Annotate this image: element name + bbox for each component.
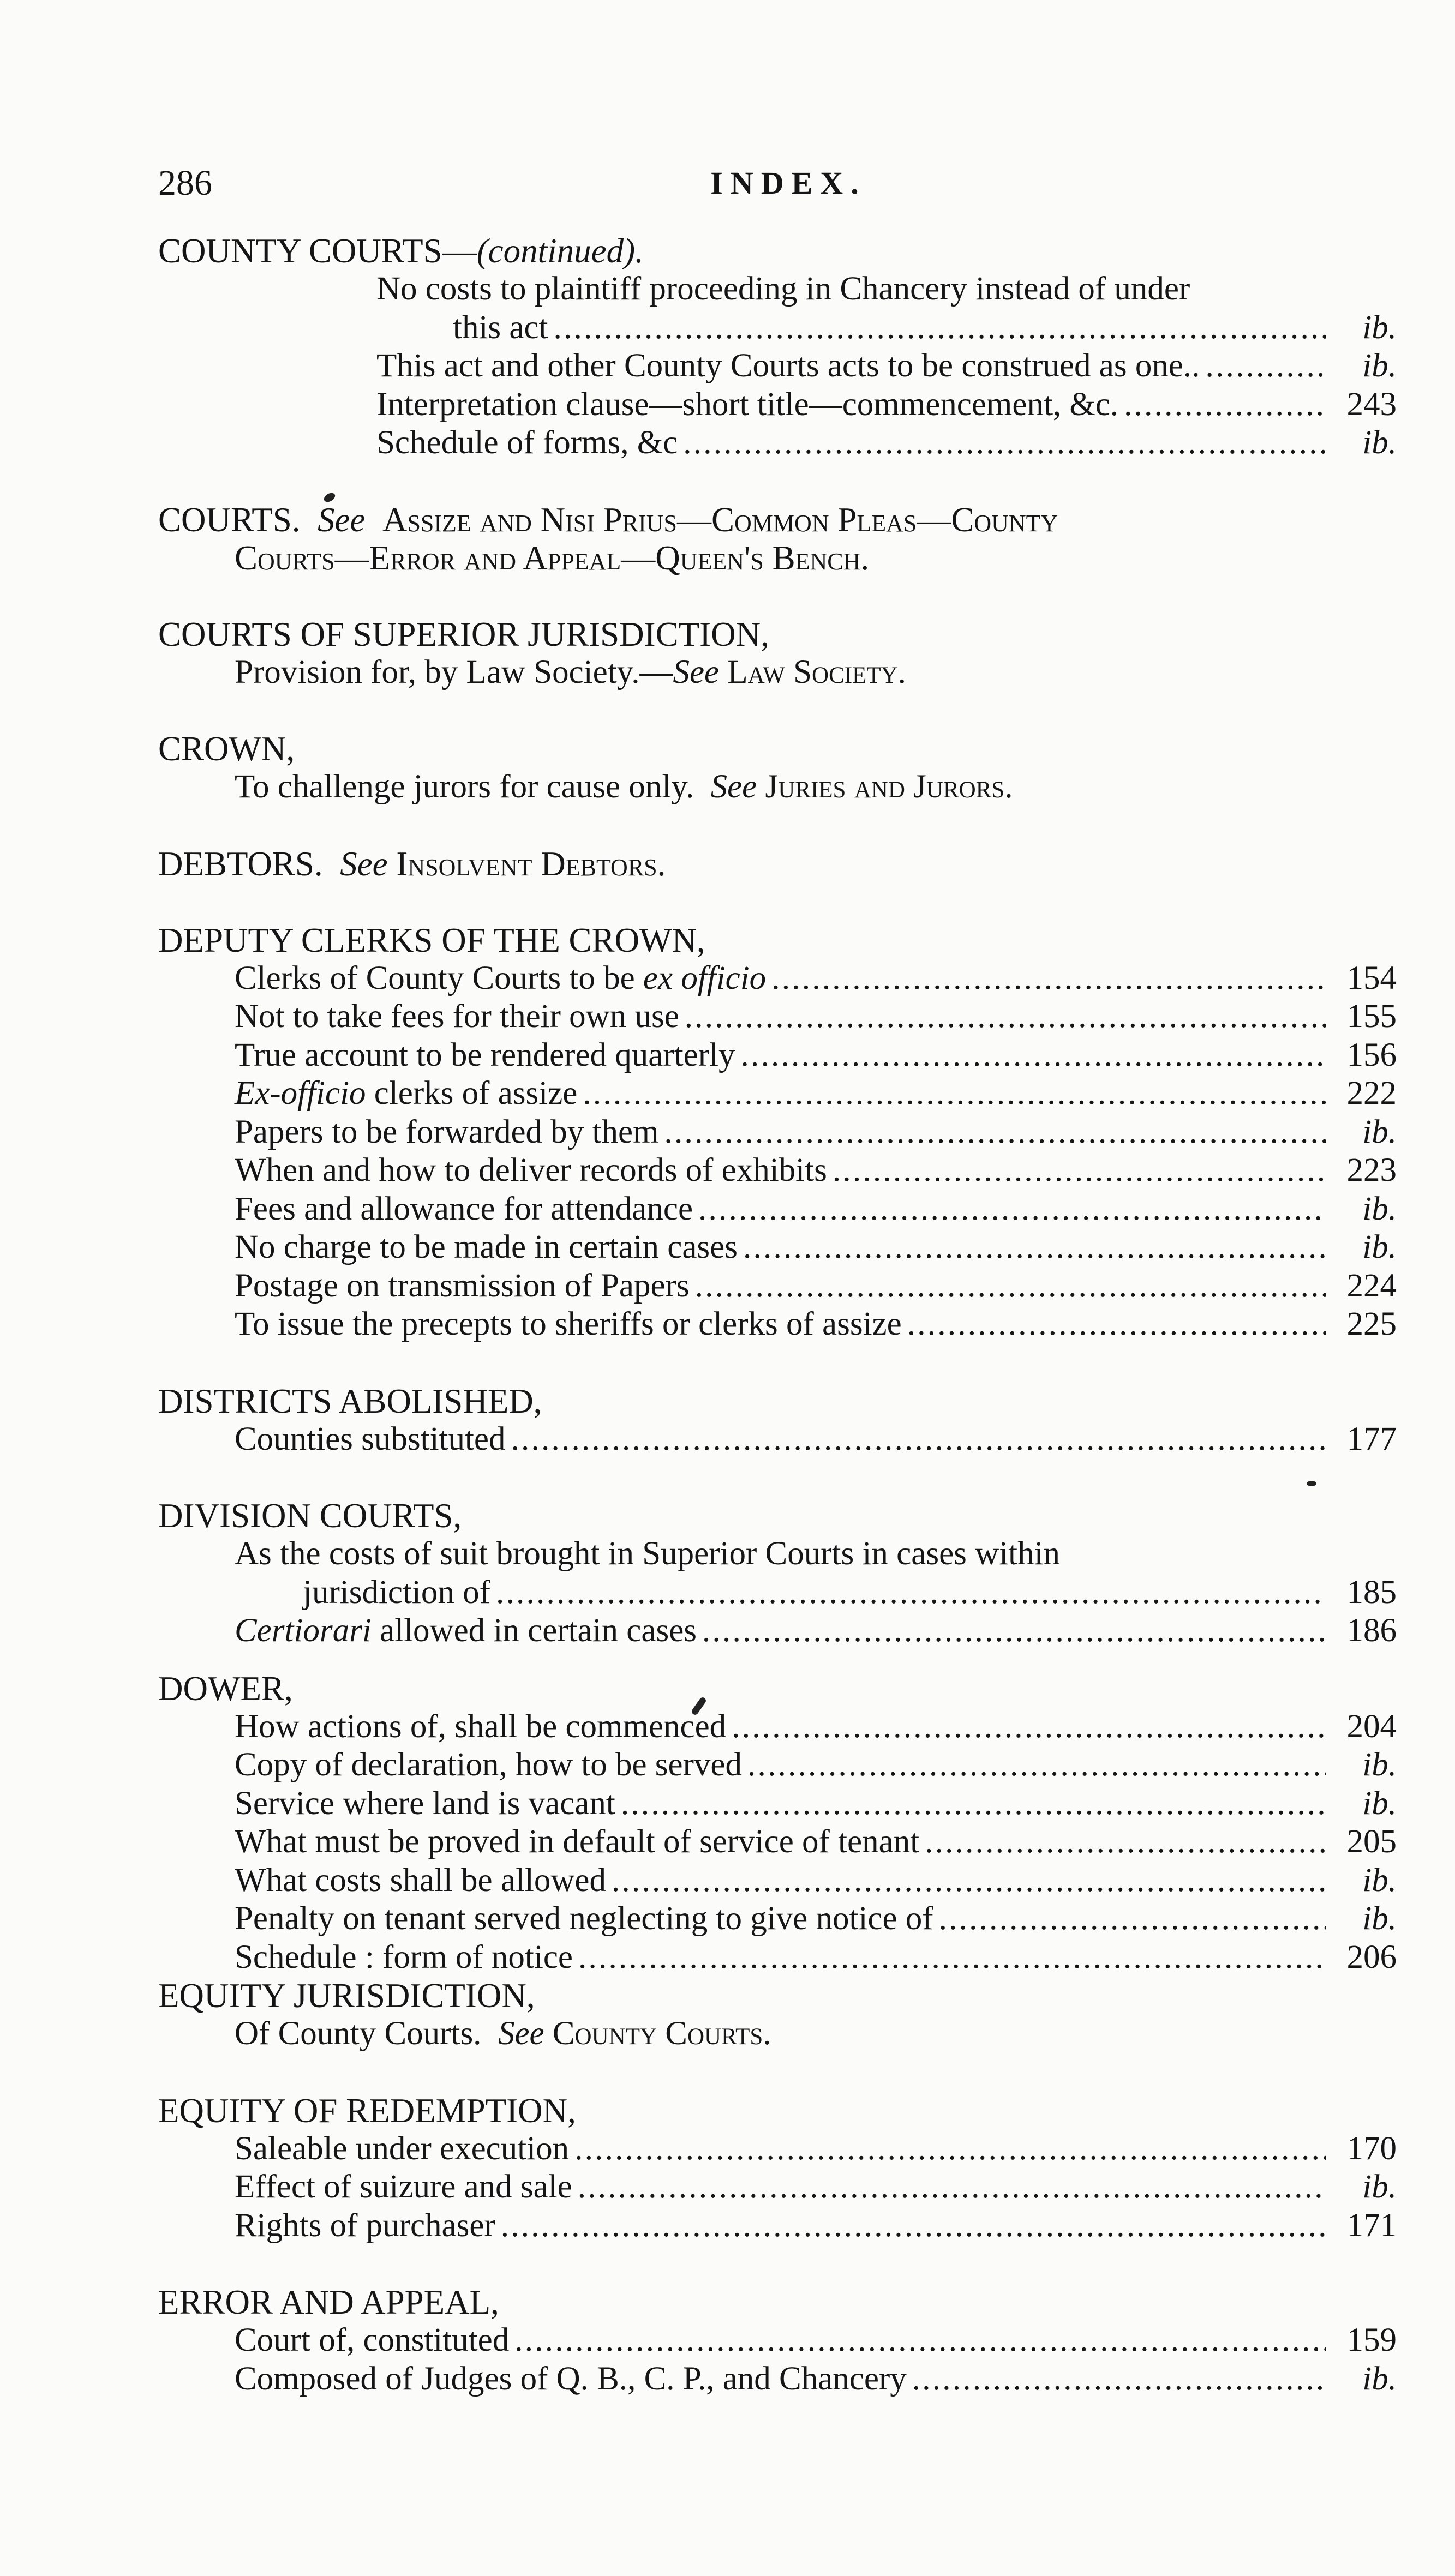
index-line — [158, 1612, 1397, 1650]
index-line — [158, 1535, 1397, 1574]
entry-division-courts — [158, 1497, 1397, 1650]
heading-courts-superior: COURTS OF SUPERIOR JURISDICTION, — [158, 615, 769, 653]
page-ref: ib. — [1362, 1113, 1397, 1150]
spacer — [158, 2245, 1397, 2283]
heading-equity-redemption: EQUITY OF REDEMPTION, — [158, 2091, 576, 2130]
dot-leader — [578, 1938, 1326, 1977]
cross-reference: Insolvent Debtors. — [396, 844, 666, 883]
entry-crown — [158, 730, 1397, 807]
error-appeal-lines — [158, 2321, 1397, 2398]
see-label: See — [318, 500, 366, 539]
page-ref: 243 — [1346, 386, 1397, 423]
index-line — [158, 2015, 1397, 2053]
dot-leader — [743, 1228, 1326, 1267]
line-text: What must be proved in default of service of tenant — [235, 1823, 920, 1860]
spacer — [158, 463, 1397, 501]
page-ref: 222 — [1346, 1075, 1397, 1112]
dot-leader — [574, 2130, 1326, 2169]
index-content — [158, 232, 1397, 2398]
dot-leader — [912, 2360, 1326, 2399]
index-line — [158, 1785, 1397, 1823]
heading-text: COURTS. — [158, 500, 301, 539]
line-text — [235, 1305, 902, 1344]
equity-redemption-lines — [158, 2130, 1397, 2245]
index-line — [158, 2168, 1397, 2207]
page-ref: ib. — [1362, 347, 1397, 384]
index-line — [158, 1228, 1397, 1267]
heading-continued: (continued). — [476, 232, 644, 270]
line-text: How actions of, shall be commenced — [235, 1708, 727, 1745]
line-text: Composed of Judges of Q. B., C. P., and Chancery — [235, 2360, 907, 2397]
heading-county-courts — [158, 232, 1397, 270]
line-body: Provision for, by Law Society.— — [235, 653, 673, 690]
page-ref: ib. — [1362, 1785, 1397, 1822]
line-body: Postage on transmission of Papers — [235, 1267, 690, 1304]
line-text — [235, 2015, 771, 2053]
index-line — [158, 998, 1397, 1036]
page-number: 286 — [158, 163, 212, 203]
dot-leader — [1205, 347, 1326, 386]
heading-deputy-clerks: DEPUTY CLERKS OF THE CROWN, — [158, 921, 705, 959]
entry-districts — [158, 1382, 1397, 1459]
index-line — [158, 1074, 1397, 1113]
heading-equity-jurisdiction: EQUITY JURISDICTION, — [158, 1977, 535, 2015]
see-label: See — [340, 844, 388, 883]
heading-dower: DOWER, — [158, 1669, 293, 1708]
entry-dower — [158, 1670, 1397, 1977]
entry-deputy-clerks — [158, 921, 1397, 1344]
line-text: Effect of suizure and sale — [235, 2169, 572, 2205]
heading-error-appeal: ERROR AND APPEAL, — [158, 2283, 499, 2321]
line-body: Papers to be forwarded by them — [235, 1113, 659, 1150]
dot-leader — [925, 1823, 1326, 1862]
page-ref: 224 — [1346, 1267, 1397, 1304]
see-label: See — [673, 653, 720, 690]
dot-leader — [553, 309, 1326, 347]
dot-leader — [732, 1708, 1326, 1746]
dot-leader — [747, 1746, 1326, 1785]
index-line — [158, 1708, 1397, 1746]
page-ref: ib. — [1362, 1900, 1397, 1937]
dot-leader — [583, 1074, 1326, 1113]
dot-leader — [740, 1036, 1326, 1075]
index-line — [158, 1900, 1397, 1938]
line-body: To challenge jurors for cause only. — [235, 768, 694, 805]
page-header — [158, 163, 1397, 212]
index-line — [158, 959, 1397, 998]
heading-debtors — [158, 845, 1397, 883]
index-line — [158, 1938, 1397, 1977]
line-text: No costs to plaintiff proceeding in Chancery instead of under — [376, 271, 1190, 307]
page-ref: ib. — [1362, 424, 1397, 461]
entry-debtors — [158, 845, 1397, 883]
page-ref: 154 — [1346, 959, 1397, 996]
line-text — [235, 768, 1013, 807]
italic-term: ex officio — [643, 959, 767, 996]
heading-text: DEBTORS. — [158, 844, 323, 883]
page-ref: 155 — [1346, 998, 1397, 1035]
dot-leader — [698, 1190, 1326, 1229]
line-text: jurisdiction of — [303, 1574, 490, 1611]
dot-leader — [496, 1574, 1326, 1612]
page-ref: 206 — [1346, 1938, 1397, 1975]
line-body: Fees and allowance for attendance — [235, 1190, 693, 1227]
spacer — [158, 1650, 1397, 1670]
entry-county-courts — [158, 232, 1397, 463]
dot-leader — [702, 1612, 1326, 1650]
entry-error-appeal — [158, 2283, 1397, 2398]
page-ref: 185 — [1346, 1574, 1397, 1611]
dot-leader — [501, 2207, 1326, 2245]
line-text: Court of, constituted — [235, 2322, 510, 2358]
dot-leader — [621, 1785, 1326, 1823]
index-line — [158, 270, 1397, 309]
line-text: Saleable under execution — [235, 2130, 570, 2167]
dot-leader — [612, 1862, 1326, 1900]
line-text — [235, 1267, 690, 1306]
see-label: See — [710, 768, 757, 805]
index-line — [158, 1862, 1397, 1900]
line-text — [235, 1113, 659, 1152]
dot-leader — [664, 1113, 1326, 1152]
index-line — [158, 1036, 1397, 1075]
index-line — [158, 1823, 1397, 1862]
line-text — [235, 1612, 697, 1650]
page-ref: 156 — [1346, 1036, 1397, 1073]
index-line — [158, 1746, 1397, 1785]
italic-term: Ex-officio — [235, 1075, 366, 1112]
heading-crown: CROWN, — [158, 730, 295, 768]
dot-leader — [695, 1267, 1326, 1306]
dot-leader — [771, 959, 1326, 998]
spacer — [158, 1458, 1397, 1497]
heading-districts: DISTRICTS ABOLISHED, — [158, 1382, 542, 1420]
index-line — [158, 1267, 1397, 1306]
page-ref: ib. — [1362, 1862, 1397, 1899]
dot-leader — [578, 2168, 1326, 2207]
index-line — [158, 768, 1397, 807]
line-text — [235, 959, 766, 998]
index-line — [158, 1190, 1397, 1229]
entry-equity-redemption — [158, 2092, 1397, 2245]
ink-mark — [1307, 1481, 1316, 1486]
heading-division-courts: DIVISION COURTS, — [158, 1497, 462, 1535]
line-text: Service where land is vacant — [235, 1785, 615, 1822]
page-ref: 186 — [1346, 1612, 1397, 1649]
heading-text: COUNTY COURTS— — [158, 232, 477, 270]
dot-leader — [833, 1151, 1326, 1190]
page-ref: ib. — [1362, 1229, 1397, 1265]
dot-leader — [1124, 386, 1326, 424]
line-text — [235, 998, 679, 1036]
cross-reference-cont: Courts—Error and Appeal—Queen's Bench. — [235, 538, 870, 577]
line-text: Penalty on tenant served neglecting to give notice of — [235, 1900, 933, 1937]
page-ref: 177 — [1346, 1420, 1397, 1457]
line-text: This act and other County Courts acts to be construed as one.. — [376, 347, 1200, 384]
index-line — [158, 309, 1397, 347]
dot-leader — [514, 2321, 1326, 2360]
line-text: Interpretation clause—short title—commencement, &c. — [376, 386, 1119, 423]
spacer — [158, 2053, 1397, 2092]
index-line — [158, 424, 1397, 463]
line-text: What costs shall be allowed — [235, 1862, 606, 1899]
italic-term: Certiorari — [235, 1612, 372, 1649]
line-body: When and how to deliver records of exhibits — [235, 1152, 827, 1188]
entry-courts — [158, 501, 1397, 577]
dot-leader — [511, 1420, 1326, 1459]
index-line — [158, 653, 1397, 692]
line-text: Copy of declaration, how to be served — [235, 1746, 742, 1783]
line-body: Not to take fees for their own use — [235, 998, 679, 1035]
page-ref: ib. — [1362, 1746, 1397, 1783]
spacer — [158, 883, 1397, 921]
page-ref: 225 — [1346, 1306, 1397, 1342]
line-body: True account to be rendered quarterly — [235, 1036, 735, 1073]
line-body: To issue the precepts to sheriffs or clerks of assize — [235, 1306, 902, 1342]
spacer — [158, 1344, 1397, 1382]
line-text — [235, 1036, 735, 1075]
line-body: clerks of assize — [366, 1075, 578, 1112]
spacer — [158, 692, 1397, 730]
line-body: No charge to be made in certain cases — [235, 1229, 738, 1265]
index-line — [158, 2130, 1397, 2169]
index-line — [158, 1151, 1397, 1190]
page-ref: ib. — [1362, 2169, 1397, 2205]
index-line — [158, 2207, 1397, 2245]
index-line — [158, 386, 1397, 424]
line-text: Schedule of forms, &c — [376, 424, 678, 461]
page-ref: ib. — [1362, 2360, 1397, 2397]
cross-reference: Juries and Jurors. — [765, 768, 1013, 805]
dot-leader — [683, 424, 1326, 463]
line-text: Rights of purchaser — [235, 2207, 495, 2244]
index-line — [158, 1420, 1397, 1459]
running-title: INDEX. — [710, 165, 866, 201]
line-text: this act — [453, 309, 548, 346]
page-ref: 159 — [1346, 2322, 1397, 2358]
page-ref: 223 — [1346, 1152, 1397, 1188]
line-text — [235, 1190, 693, 1229]
page-ref: ib. — [1362, 309, 1397, 346]
deputy-clerks-lines — [158, 959, 1397, 1344]
page-ref: 170 — [1346, 2130, 1397, 2167]
line-text — [235, 653, 906, 692]
page-ref: 171 — [1346, 2207, 1397, 2244]
spacer — [158, 577, 1397, 615]
page-ref: 204 — [1346, 1708, 1397, 1745]
line-body: Of County Courts. — [235, 2015, 482, 2052]
spacer — [158, 807, 1397, 845]
page-ref: ib. — [1362, 1190, 1397, 1227]
heading-courts — [158, 501, 1397, 539]
index-line — [158, 1113, 1397, 1152]
line-text — [235, 1074, 577, 1113]
line-text — [235, 1228, 738, 1267]
index-line — [158, 2360, 1397, 2399]
line-text — [235, 1151, 827, 1190]
dot-leader — [907, 1305, 1326, 1344]
page-ref: 205 — [1346, 1823, 1397, 1860]
dot-leader — [685, 998, 1326, 1036]
see-label: See — [498, 2015, 544, 2052]
cross-reference: County Courts. — [552, 2015, 771, 2052]
entry-equity-jurisdiction — [158, 1977, 1397, 2053]
entry-courts-superior — [158, 615, 1397, 692]
cross-reference: Assize and Nisi Prius—Common Pleas—County — [382, 500, 1058, 539]
dower-lines — [158, 1708, 1397, 1977]
index-line — [158, 2321, 1397, 2360]
dot-leader — [939, 1900, 1326, 1938]
index-line — [158, 1305, 1397, 1344]
index-line — [158, 347, 1397, 386]
line-text: As the costs of suit brought in Superior Courts in cases within — [235, 1535, 1061, 1572]
index-line — [158, 1574, 1397, 1612]
line-body: allowed in certain cases — [371, 1612, 697, 1649]
line-text: Schedule : form of notice — [235, 1938, 573, 1975]
cross-reference: Law Society. — [727, 653, 906, 690]
line-text: Counties substituted — [235, 1420, 506, 1457]
line-body: Clerks of County Courts to be — [235, 959, 643, 996]
